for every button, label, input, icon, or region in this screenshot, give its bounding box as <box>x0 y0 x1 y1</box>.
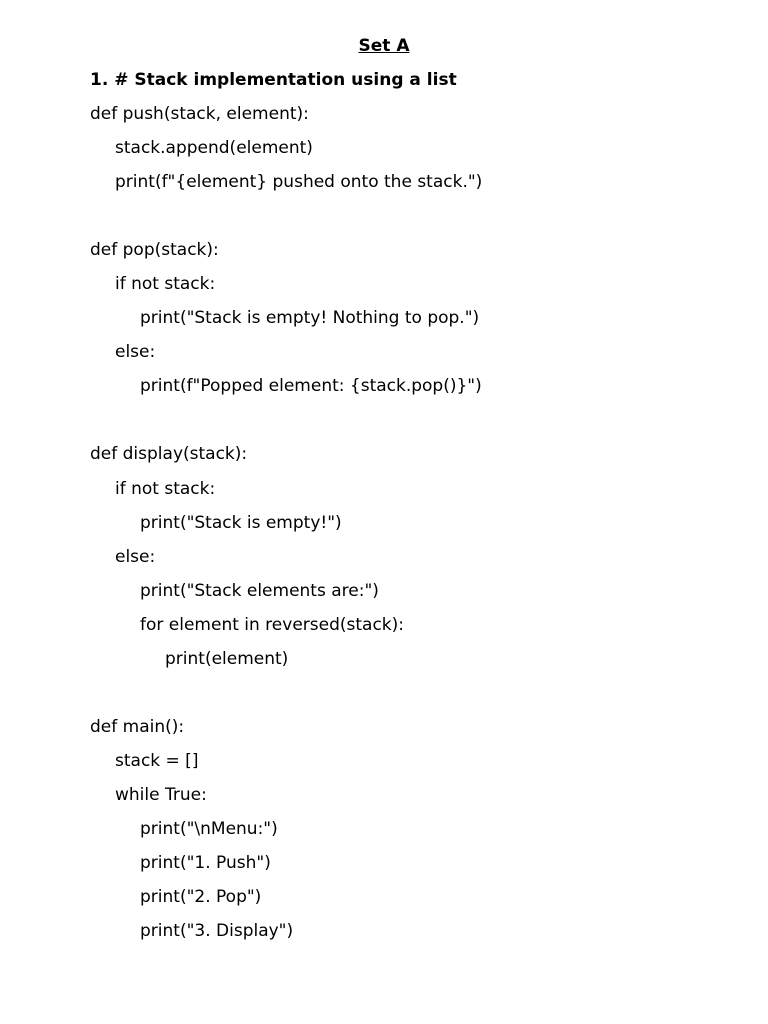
code-line: print("Stack is empty!") <box>140 512 342 533</box>
code-line: print(element) <box>165 648 289 669</box>
code-line: def display(stack): <box>90 444 248 465</box>
code-line: stack.append(element) <box>115 138 313 159</box>
code-line: print("Stack is empty! Nothing to pop.") <box>140 308 480 329</box>
code-line: def push(stack, element): <box>90 104 309 124</box>
code-line: def pop(stack): <box>90 240 219 261</box>
code-line: print("3. Display") <box>140 921 294 942</box>
code-line: else: <box>115 546 156 567</box>
code-line: stack = [] <box>115 750 199 771</box>
code-line: print("Stack elements are:") <box>140 580 379 601</box>
code-line: print("1. Push") <box>140 853 271 874</box>
section-heading: 1. # Stack implementation using a list <box>90 70 457 90</box>
code-line: if not stack: <box>115 478 216 499</box>
code-line: for element in reversed(stack): <box>140 614 404 635</box>
code-line: def main(): <box>90 716 185 737</box>
code-line: if not stack: <box>115 274 216 295</box>
blank-line <box>90 204 482 238</box>
code-line: print("2. Pop") <box>140 887 262 908</box>
blank-line <box>90 408 482 442</box>
code-line: print("\nMenu:") <box>140 818 278 839</box>
code-listing <box>90 102 482 953</box>
code-line: while True: <box>115 784 207 805</box>
blank-line <box>90 681 482 715</box>
document-title: Set A <box>358 36 410 56</box>
code-line: print(f"{element} pushed onto the stack.") <box>115 172 483 193</box>
code-line: else: <box>115 342 156 363</box>
code-line: print(f"Popped element: {stack.pop()}") <box>140 376 482 397</box>
